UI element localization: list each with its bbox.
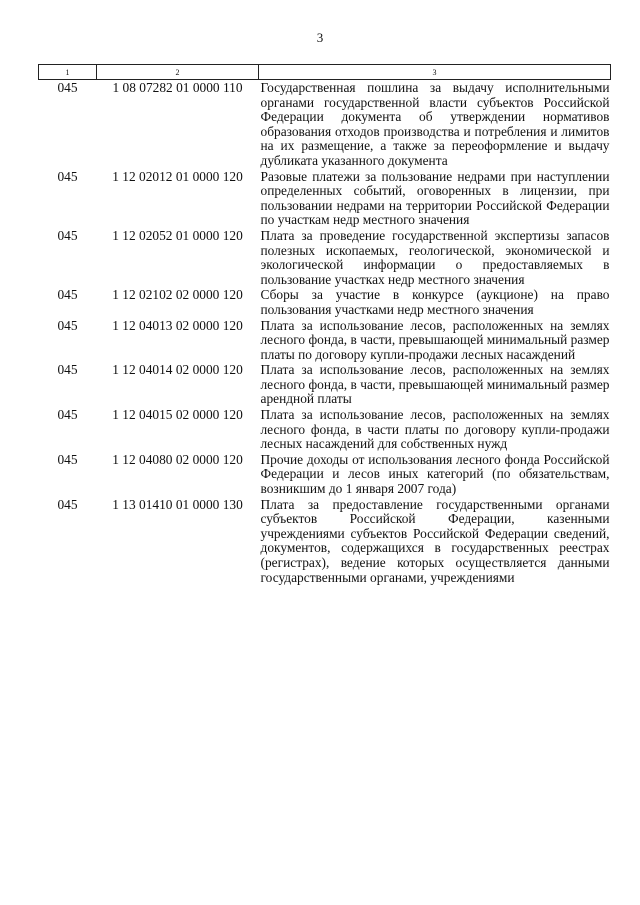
revenue-name-cell: Плата за предоставление государственными органами субъектов Российской Федерации, казенными учреждениями субъектов Российской Федерации сведений, документов, содержащихся в государственных реестрах (регистрах), ведение которых осуществляется данными государственными органами, учреждениями [260, 496, 610, 585]
page-number: 3 [316, 30, 324, 45]
table-row [39, 452, 611, 497]
admin-code-cell: 045 [57, 451, 78, 467]
table-row [39, 228, 611, 287]
revenue-name-cell: Плата за использование лесов, расположенных на землях лесного фонда, в части, превышающей минимальный размер платы по договору купли-продажи лесных насаждений [260, 317, 610, 362]
table-row [39, 80, 611, 169]
admin-code-cell: 045 [57, 496, 78, 512]
table-row [39, 407, 611, 452]
table-row [39, 318, 611, 363]
admin-code-cell: 045 [57, 227, 78, 243]
revenue-code-cell: 1 12 02012 01 0000 120 [112, 168, 243, 184]
table-row [39, 169, 611, 228]
revenue-code-cell: 1 13 01410 01 0000 130 [112, 496, 243, 512]
header-col-1: 1 [39, 65, 97, 80]
header-col-2: 2 [97, 65, 259, 80]
admin-code-cell: 045 [57, 362, 78, 378]
revenue-name-cell: Разовые платежи за пользование недрами при наступлении определенных событий, оговоренных в лицензии, при пользовании недрами на территории Российской Федерации по участкам недр местного значения [260, 168, 610, 228]
revenue-code-cell: 1 12 02052 01 0000 120 [112, 227, 243, 243]
revenue-codes-table [38, 64, 611, 585]
table-body [39, 80, 611, 586]
revenue-name-cell: Прочие доходы от использования лесного фонда Российской Федерации и лесов иных категорий (по обязательствам, возникшим до 1 января 2007 года) [260, 451, 610, 497]
revenue-code-cell: 1 08 07282 01 0000 110 [112, 80, 243, 95]
revenue-code-cell: 1 12 04014 02 0000 120 [112, 362, 243, 378]
revenue-code-cell: 1 12 04080 02 0000 120 [112, 451, 243, 467]
admin-code-cell: 045 [57, 317, 78, 333]
revenue-name-cell: Плата за использование лесов, расположенных на землях лесного фонда, в части, превышающей минимальный размер арендной платы [260, 362, 610, 407]
revenue-code-cell: 1 12 02102 02 0000 120 [112, 287, 243, 303]
header-row [39, 65, 611, 80]
table-row [39, 497, 611, 586]
revenue-name-cell: Плата за проведение государственной экспертизы запасов полезных ископаемых, геологической, экономической и экологической информации о предоставляемых в пользование участках недр местного значения [260, 227, 610, 287]
revenue-code-cell: 1 12 04013 02 0000 120 [112, 317, 243, 333]
table-row [39, 287, 611, 317]
revenue-name-cell: Сборы за участие в конкурсе (аукционе) на право пользования участками недр местного значения [260, 287, 610, 317]
revenue-name-cell: Плата за использование лесов, расположенных на землях лесного фонда, в части платы по договору купли-продажи лесных насаждений для собственных нужд [260, 407, 610, 452]
revenue-code-cell: 1 12 04015 02 0000 120 [112, 407, 243, 423]
admin-code-cell: 045 [57, 287, 78, 303]
table-header [39, 65, 611, 80]
admin-code-cell: 045 [57, 168, 78, 184]
revenue-name-cell: Государственная пошлина за выдачу исполнительными органами государственной власти субъектов Российской Федерации документа об утверждении нормативов образования отходов производства и потребления и лимитов на их размещение, а также за переоформление и выдачу дубликата указанного документа [260, 80, 610, 168]
table-row [39, 362, 611, 407]
admin-code-cell: 045 [57, 407, 78, 423]
admin-code-cell: 045 [57, 80, 78, 95]
header-col-3: 3 [259, 65, 611, 80]
